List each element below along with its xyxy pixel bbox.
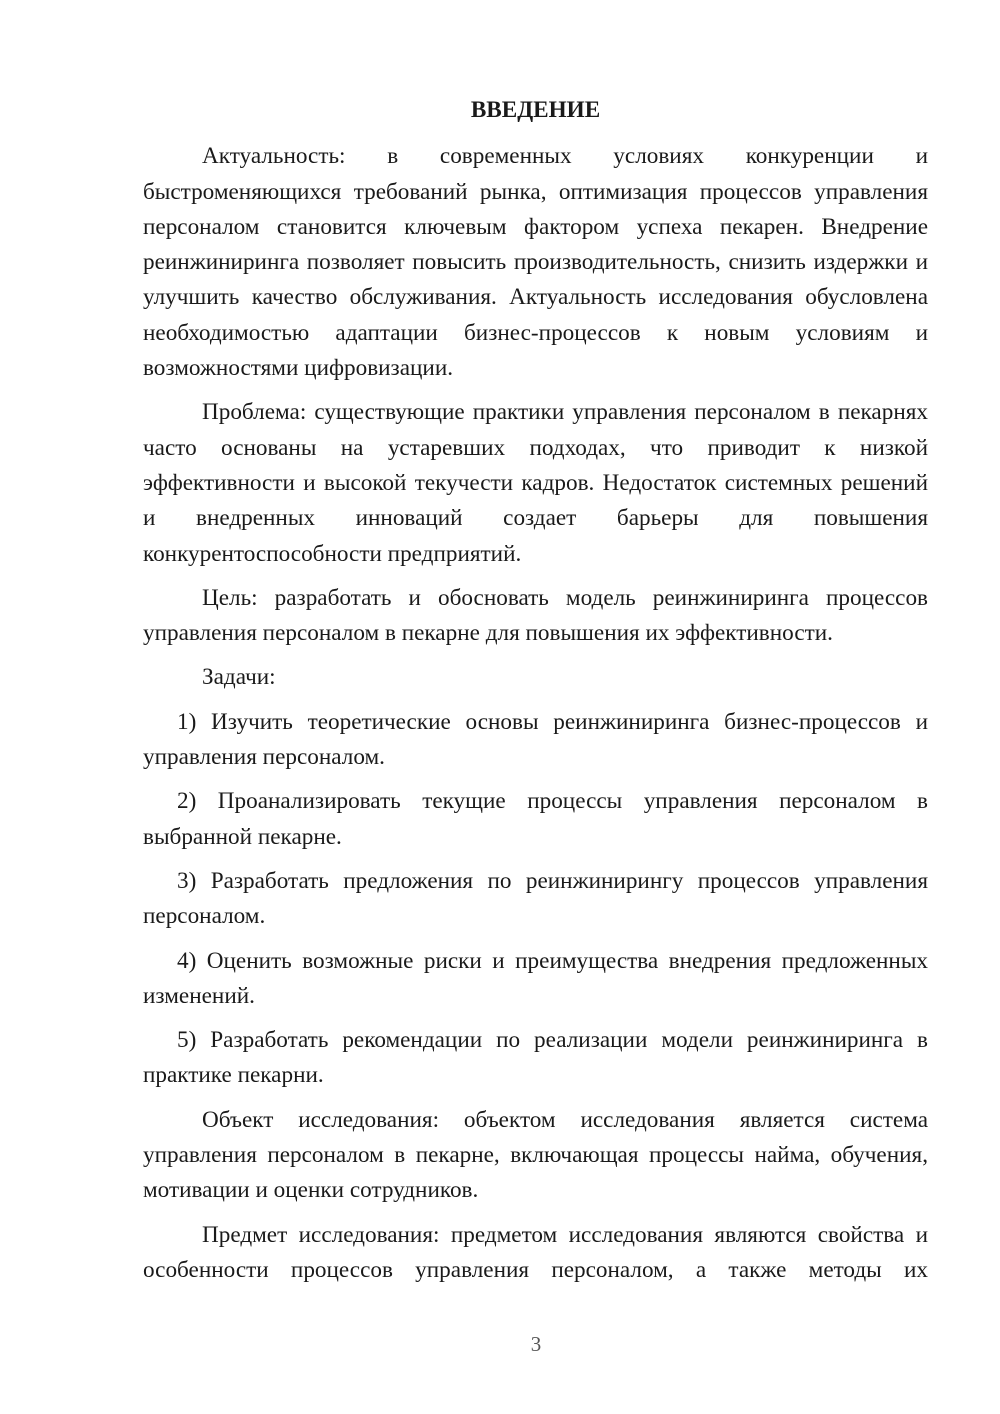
problem-paragraph: Проблема: существующие практики управления персоналом в пекарнях часто основаны на устаревших подходах, что приводит к низкой эффективности и высокой текучести кадров. Недостаток системных решений и внедренных инноваций создает барьеры для повышения конкурентоспособности предприятий. [143, 399, 928, 567]
tasks-heading: Задачи: [202, 664, 276, 691]
page-number: 3 [530, 1332, 542, 1356]
task-item-5: 5) Разработать рекомендации по реализации модели реинжиниринга в практике пекарни. [143, 1027, 928, 1089]
task-item-1: 1) Изучить теоретические основы реинжиниринга бизнес-процессов и управления персоналом. [143, 708, 928, 771]
relevance-paragraph: Актуальность: в современных условиях конкуренции и быстроменяющихся требований рынка, оптимизация процессов управления персоналом становится ключевым фактором успеха пекарен. Внедрение реинжиниринга позволяет повысить производительность, снизить издержки и улучшить качество обслуживания. Актуальность исследования обусловлена необходимостью адаптации бизнес-процессов к новым условиям и возможностями цифровизации. [143, 143, 928, 382]
task-item-2: 2) Проанализировать текущие процессы управления персоналом в выбранной пекарне. [143, 788, 928, 850]
subject-paragraph: Предмет исследования: предметом исследования являются свойства и особенности процессов управления персоналом, а также методы их [143, 1221, 928, 1283]
object-paragraph: Объект исследования: объектом исследования является система управления персоналом в пекарне, включающая процессы найма, обучения, мотивации и оценки сотрудников. [143, 1106, 928, 1204]
task-item-3: 3) Разработать предложения по реинжинирингу процессов управления персоналом. [143, 867, 928, 930]
goal-paragraph: Цель: разработать и обосновать модель реинжиниринга процессов управления персоналом в пекарне для повышения их эффективности. [143, 584, 928, 647]
section-title: ВВЕДЕНИЕ [470, 97, 601, 123]
document-body [143, 93, 928, 1297]
task-item-4: 4) Оценить возможные риски и преимущества внедрения предложенных изменений. [143, 947, 928, 1009]
